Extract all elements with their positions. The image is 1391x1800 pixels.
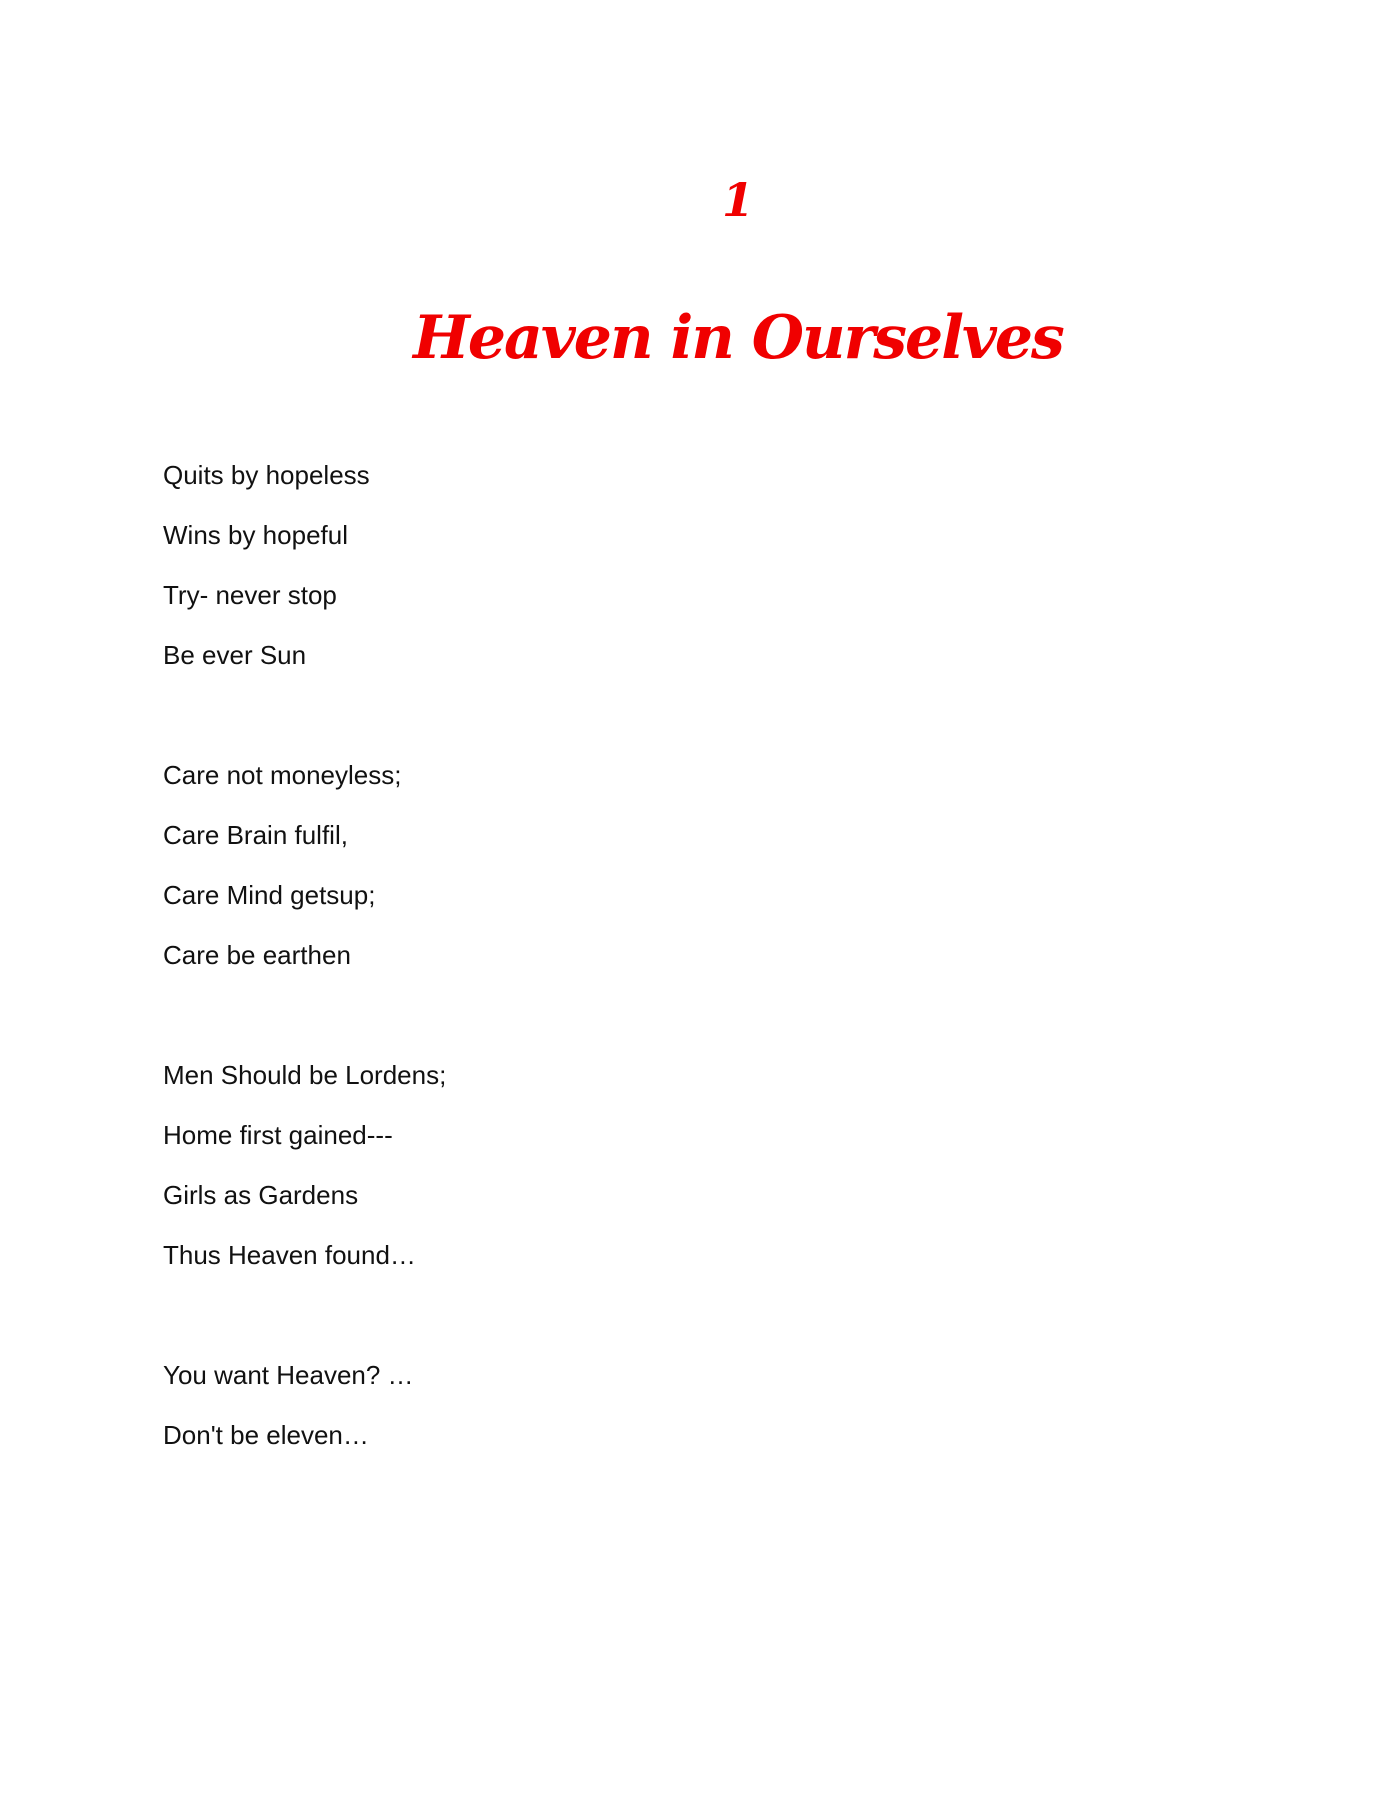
poem-line: Care Brain fulfil, (163, 820, 348, 850)
poem-line: Girls as Gardens (163, 1180, 359, 1210)
poem-line: Don't be eleven… (163, 1420, 369, 1450)
chapter-number: 1 (721, 173, 754, 227)
poem-line: Quits by hopeless (163, 460, 370, 490)
poem-line: Care be earthen (163, 940, 351, 970)
poem-line: Care Mind getsup; (163, 880, 376, 910)
poem-line: You want Heaven? … (163, 1360, 414, 1390)
poem-title: Heaven in Ourselves (413, 303, 1063, 373)
poem-line: Be ever Sun (163, 640, 307, 670)
poem-line: Home first gained--- (163, 1120, 393, 1150)
poem-line: Try- never stop (163, 580, 337, 610)
poem-line: Men Should be Lordens; (163, 1060, 447, 1090)
poem-line: Care not moneyless; (163, 760, 402, 790)
poem-line: Wins by hopeful (163, 520, 348, 550)
poem-line: Thus Heaven found… (163, 1240, 416, 1270)
